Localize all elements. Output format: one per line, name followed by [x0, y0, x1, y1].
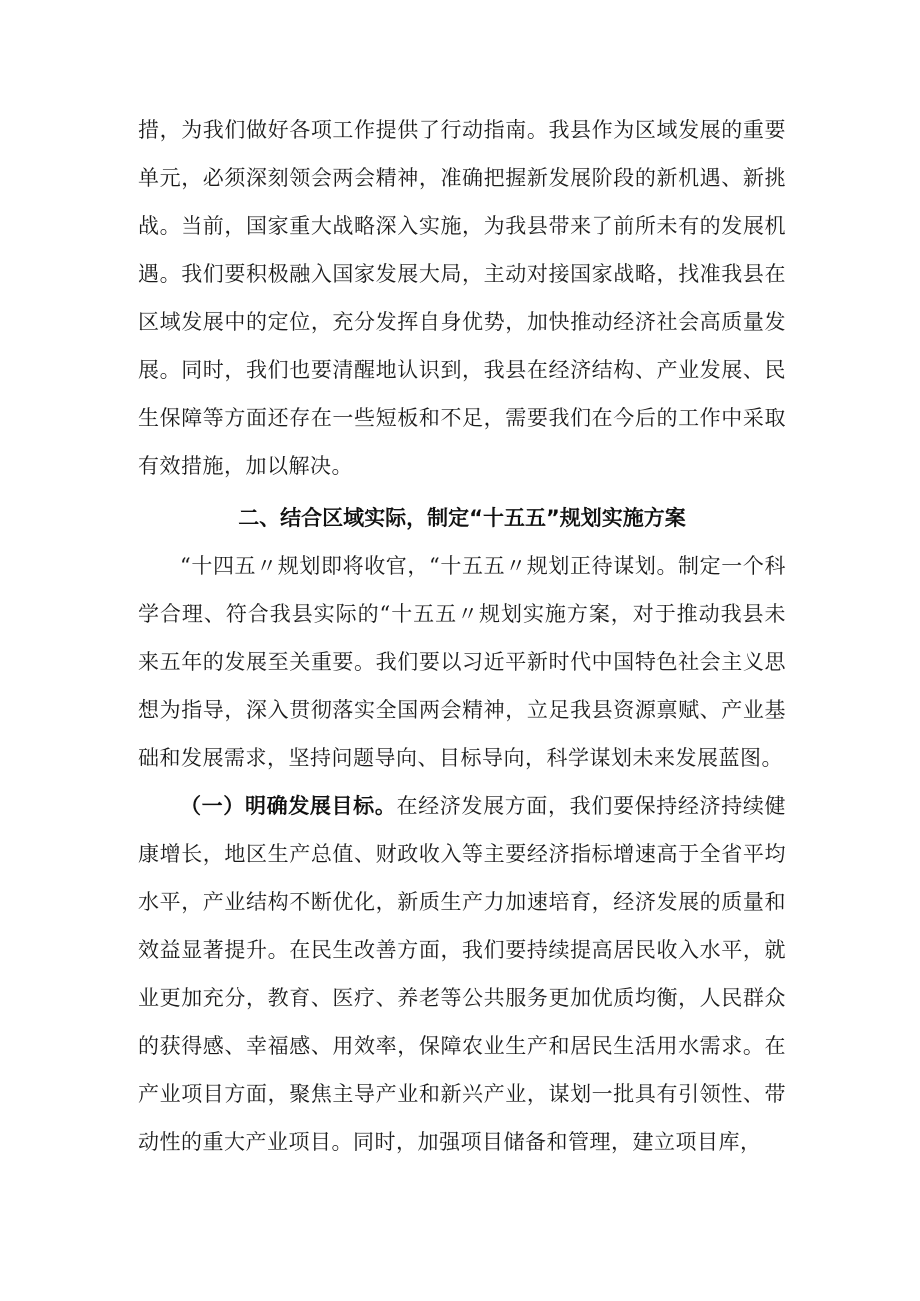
body-paragraph	[138, 782, 786, 1166]
section-heading: 二、结合区域实际，制定“十五五”规划实施方案	[238, 506, 686, 530]
paragraph-text: 在经济发展方面，我们要保持经济持续健康增长，地区生产总值、财政收入等主要经济指标增速高于全省平均水平，产业结构不断优化，新质生产力加速培育，经济发展的质量和效益显著提升。在民生改善方面，我们要持续提高居民收入水平，就业更加充分，教育、医疗、养老等公共服务更加优质均衡，人民群众的获得感、幸福感、用效率，保障农业生产和居民生活用水需求。在产业项目方面，聚焦主导产业和新兴产业，谋划一批具有引领性、带动性的重大产业项目。同时，加强项目储备和管理，建立项目库，	[138, 794, 787, 1154]
body-paragraph: 措，为我们做好各项工作提供了行动指南。我县作为区域发展的重要单元，必须深刻领会两会精神，准确把握新发展阶段的新机遇、新挑战。当前，国家重大战略深入实施，为我县带来了前所未有的发展机遇。我们要积极融入国家发展大局，主动对接国家战略，找准我县在区域发展中的定位，充分发挥自身优势，加快推动经济社会高质量发展。同时，我们也要清醒地认识到，我县在经济结构、产业发展、民生保障等方面还存在一些短板和不足，需要我们在今后的工作中采取有效措施，加以解决。	[138, 118, 786, 478]
sub-heading: （一）明确发展目标。	[180, 794, 397, 818]
body-paragraph: “十四五〃规划即将收官，“十五五〃规划正待谋划。制定一个科学合理、符合我县实际的“十五五〃规划实施方案，对于推动我县未来五年的发展至关重要。我们要以习近平新时代中国特色社会主义思想为指导，深入贯彻落实全国两会精神，立足我县资源禀赋、产业基础和发展需求，坚持问题导向、目标导向，科学谋划未来发展蓝图。	[138, 554, 786, 770]
